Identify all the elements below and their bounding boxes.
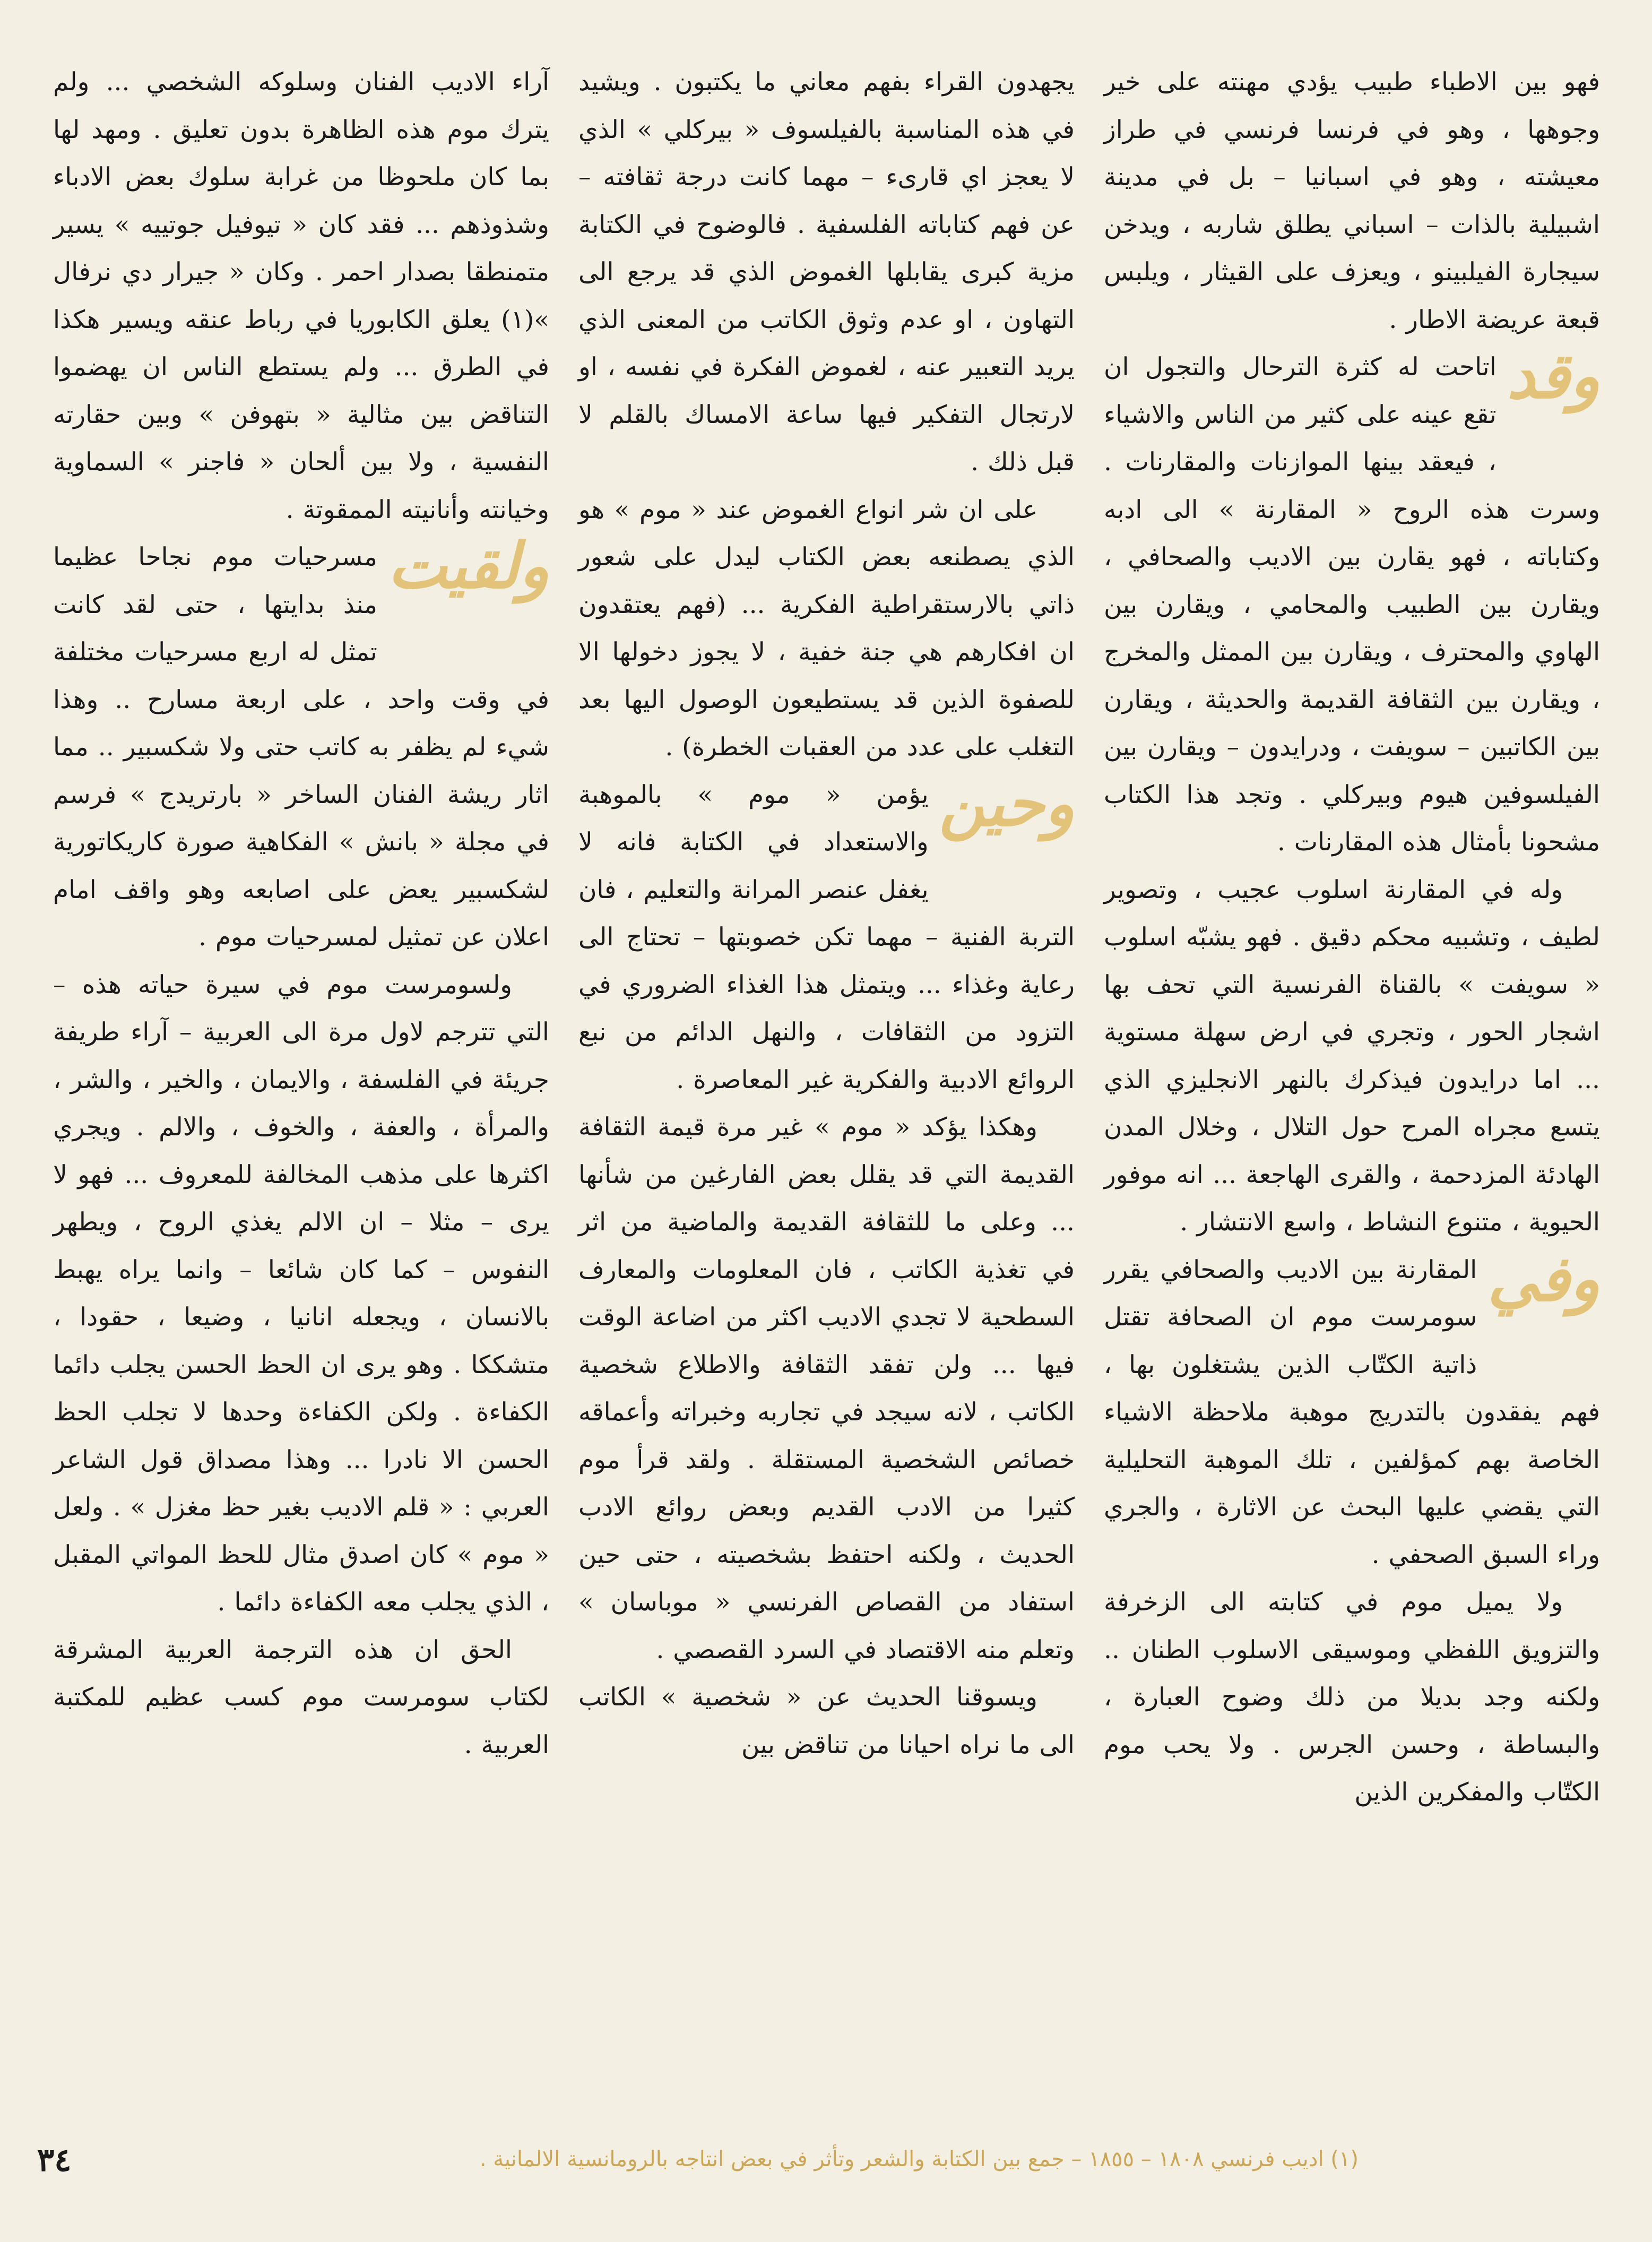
footnote: (١) اديب فرنسي ١٨٠٨ – ١٨٥٥ – جمع بين الكتابة والشعر وتأثر في بعض انتاجه بالرومانسية الالمانية . (479, 2147, 1359, 2171)
paragraph-text: اتاحت له كثرة الترحال والتجول ان تقع عينه على كثير من الناس والاشياء ، فيعقد بينها الموازنات والمقارنات . وسرت هذه الروح « المقارنة » الى ادبه وكتاباته ، فهو يقارن بين الاديب والصحافي ، ويقارن بين الطبيب والمحامي ، ويقارن بين الهاوي والمحترف ، ويقارن بين الممثل والمخرج ، ويقارن بين الثقافة القديمة والحديثة ، ويقارن بين الكاتبين – سويفت ، ودرايدون – ويقارن بين الفيلسوفين هيوم وبيركلي . وتجد هذا الكتاب مشحونا بأمثال هذه المقارنات . (1104, 352, 1600, 857)
drop-cap: وقد (1507, 339, 1600, 412)
paragraph: ولسومرست موم في سيرة حياته هذه – التي تترجم لاول مرة الى العربية – آراء طريفة جريئة في الفلسفة ، والايمان ، والخير ، والشر ، والمرأة ، والعفة ، والخوف ، والالم . ويجري اكثرها على مذهب المخالفة للمعروف ... فهو لا يرى – مثلا – ان الالم يغذي الروح ، ويطهر النفوس – كما كان شائعا – وانما يراه يهبط بالانسان ، ويجعله انانيا ، وضيعا ، حقودا ، متشككا . وهو يرى ان الحظ الحسن يجلب دائما الكفاءة . ولكن الكفاءة وحدها لا تجلب الحظ الحسن الا نادرا ... وهذا مصداق قول الشاعر العربي : « قلم الاديب بغير حظ مغزل » . ولعل « موم » كان اصدق مثال للحظ المواتي المقبل ، الذي يجلب معه الكفاءة دائما . (53, 970, 549, 1617)
text-column-middle (578, 58, 1075, 1769)
text-column-right (1104, 58, 1600, 1816)
paragraph: على ان شر انواع الغموض عند « موم » هو الذي يصطنعه بعض الكتاب ليدل على شعور ذاتي بالارستقراطية الفكرية ... (فهم يعتقدون ان افكارهم هي جنة خفية ، لا يجوز دخولها الا للصفوة الذين قد يستطيعون الوصول اليها بعد التغلب على عدد من العقبات الخطرة) . (578, 495, 1075, 762)
paragraph: وله في المقارنة اسلوب عجيب ، وتصوير لطيف ، وتشبيه محكم دقيق . فهو يشبّه اسلوب « سويفت » بالقناة الفرنسية التي تحف بها اشجار الحور ، وتجري في ارض سهلة مستوية ... اما درايدون فيذكرك بالنهر الانجليزي الذي يتسع مجراه المرح حول التلال ، وخلال المدن الهادئة المزدحمة ، والقرى الهاجعة ... انه موفور الحيوية ، متنوع النشاط ، واسع الانتشار . (1104, 875, 1600, 1237)
text-column-left (53, 58, 549, 1769)
drop-cap: وحين (939, 766, 1075, 840)
paragraph-text: المقارنة بين الاديب والصحافي يقرر سومرست موم ان الصحافة تقتل ذاتية الكتّاب الذين يشتغلون بها ، فهم يفقدون بالتدريج موهبة ملاحظة الاشياء الخاصة بهم كمؤلفين ، تلك الموهبة التحليلية التي يقضي عليها البحث عن الاثارة ، والجري وراء السبق الصحفي . (1104, 1255, 1600, 1570)
page-number: ٣٤ (37, 2142, 72, 2179)
drop-cap: ولقيت (387, 529, 549, 602)
paragraph-text: يؤمن « موم » بالموهبة والاستعداد في الكتابة فانه لا يغفل عنصر المرانة والتعليم ، فان التربة الفنية – مهما تكن خصوبتها – تحتاج الى رعاية وغذاء ... ويتمثل هذا الغذاء الضروري في التزود من الثقافات ، والنهل الدائم من نبع الروائع الادبية والفكرية غير المعاصرة . (578, 780, 1075, 1094)
paragraph (53, 529, 549, 961)
paragraph: آراء الاديب الفنان وسلوكه الشخصي ... ولم يترك موم هذه الظاهرة بدون تعليق . ومهد لها بما كان ملحوظا من غرابة سلوك بعض الادباء وشذوذهم ... فقد كان « تيوفيل جوتييه » يسير متمنطقا بصدار احمر . وكان « جيرار دي نرفال »(١) يعلق الكابوريا في رباط عنقه ويسير هكذا في الطرق ... ولم يستطع الناس ان يهضموا التناقض بين مثالية « بتهوفن » وبين حقارته النفسية ، ولا بين ألحان « فاجنر » السماوية وخيانته وأنانيته الممقوتة . (53, 67, 549, 524)
paragraph: الحق ان هذه الترجمة العربية المشرقة لكتاب سومرست موم كسب عظيم للمكتبة العربية . (53, 1635, 549, 1760)
paragraph: ويسوقنا الحديث عن « شخصية » الكاتب الى ما نراه احيانا من تناقض بين (578, 1683, 1075, 1760)
paragraph: ولا يميل موم في كتابته الى الزخرفة والتزويق اللفظي وموسيقى الاسلوب الطنان .. ولكنه وجد بديلا من ذلك وضوح العبارة ، والبساطة ، وحسن الجرس . ولا يحب موم الكتّاب والمفكرين الذين (1104, 1588, 1600, 1807)
paragraph: يجهدون القراء بفهم معاني ما يكتبون . ويشيد في هذه المناسبة بالفيلسوف « بيركلي » الذي لا يعجز اي قارىء – مهما كانت درجة ثقافته – عن فهم كتاباته الفلسفية . فالوضوح في الكتابة مزية كبرى يقابلها الغموض الذي قد يرجع الى التهاون ، او عدم وثوق الكاتب من المعنى الذي يريد التعبير عنه ، لغموض الفكرة في نفسه ، او لارتجال التفكير فيها ساعة الامساك بالقلم لا قبل ذلك . (578, 67, 1075, 477)
paragraph: فهو بين الاطباء طبيب يؤدي مهنته على خير وجوهها ، وهو في فرنسا فرنسي في طراز معيشته ، وهو في اسبانيا – بل في مدينة اشبيلية بالذات – اسباني يطلق شاربه ، ويدخن سيجارة الفيلبينو ، ويعزف على القيثار ، ويلبس قبعة عريضة الاطار . (1104, 67, 1600, 334)
paragraph (1104, 339, 1600, 866)
paragraph-text: مسرحيات موم نجاحا عظيما منذ بدايتها ، حتى لقد كانت تمثل له اربع مسرحيات مختلفة في وقت واحد ، على اربعة مسارح .. وهذا شيء لم يظفر به كاتب حتى ولا شكسبير .. مما اثار ريشة الفنان الساخر « بارتريدج » فرسم في مجلة « بانش » الفكاهية صورة كاريكاتورية لشكسبير يعض على اصابعه وهو واقف امام اعلان عن تمثيل لمسرحيات موم . (53, 542, 549, 952)
paragraph: وهكذا يؤكد « موم » غير مرة قيمة الثقافة القديمة التي قد يقلل بعض الفارغين من شأنها ... وعلى ما للثقافة القديمة والماضية من اثر في تغذية الكاتب ، فان المعلومات والمعارف السطحية لا تجدي الاديب اكثر من اضاعة الوقت فيها ... ولن تفقد الثقافة والاطلاع شخصية الكاتب ، لانه سيجد في تجاربه وخبراته وأعماقه خصائص الشخصية المستقلة . ولقد قرأ موم كثيرا من الادب القديم وبعض روائع الادب الحديث ، ولكنه احتفظ بشخصيته ، حتى حين استفاد من القصاص الفرنسي « موباسان » وتعلم منه الاقتصاد في السرد القصصي . (578, 1113, 1075, 1665)
paragraph (578, 766, 1075, 1104)
drop-cap: وفي (1487, 1241, 1600, 1315)
paragraph (1104, 1241, 1600, 1579)
